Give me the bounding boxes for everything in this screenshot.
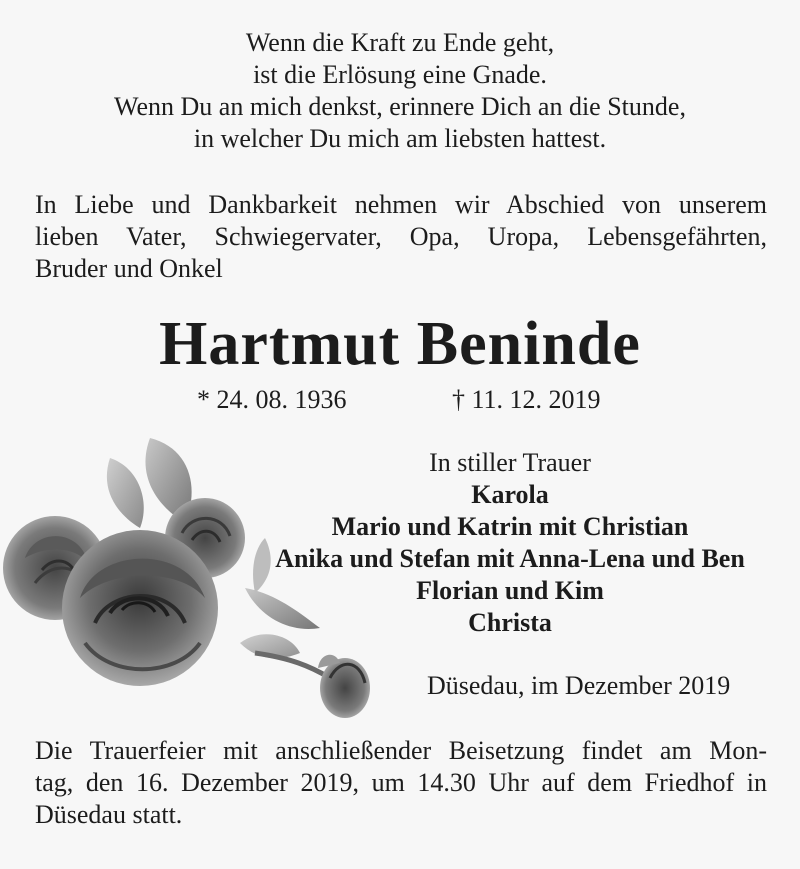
birth-date: * 24. 08. 1936 (197, 385, 347, 414)
mourner-name: Christa (468, 608, 552, 637)
poem-line: ist die Erlösung eine Gnade. (253, 60, 547, 89)
poem (0, 27, 800, 155)
service-line: Die Trauerfeier mit anschließender Beisetzung findet am Mon- (35, 736, 767, 765)
service-line: tag, den 16. Dezember 2019, um 14.30 Uhr auf dem Friedhof in (35, 768, 767, 797)
intro-line: In Liebe und Dankbarkeit nehmen wir Abschied von unserem (35, 190, 767, 219)
intro-line: Bruder und Onkel (35, 254, 223, 283)
poem-line: Wenn Du an mich denkst, erinnere Dich an die Stunde, (114, 92, 686, 121)
poem-line: Wenn die Kraft zu Ende geht, (245, 28, 555, 57)
intro-text (35, 189, 767, 285)
place-date: Düsedau, im Dezember 2019 (427, 671, 731, 700)
intro-line: lieben Vater, Schwiegervater, Opa, Uropa, Lebensgefährten, (35, 222, 767, 251)
mourners-heading: In stiller Trauer (429, 448, 591, 477)
mourner-name: Karola (471, 480, 549, 509)
mourner-name: Florian und Kim (416, 576, 604, 605)
death-date: † 11. 12. 2019 (452, 385, 601, 414)
service-line: Düsedau statt. (35, 800, 183, 829)
mourners-block (250, 447, 770, 639)
service-info (35, 735, 767, 831)
mourner-name: Anika und Stefan mit Anna-Lena und Ben (275, 544, 745, 573)
mourner-name: Mario und Katrin mit Christian (331, 512, 689, 541)
poem-line: in welcher Du mich am liebsten hattest. (193, 124, 607, 153)
deceased-name: Hartmut Beninde (159, 310, 641, 378)
